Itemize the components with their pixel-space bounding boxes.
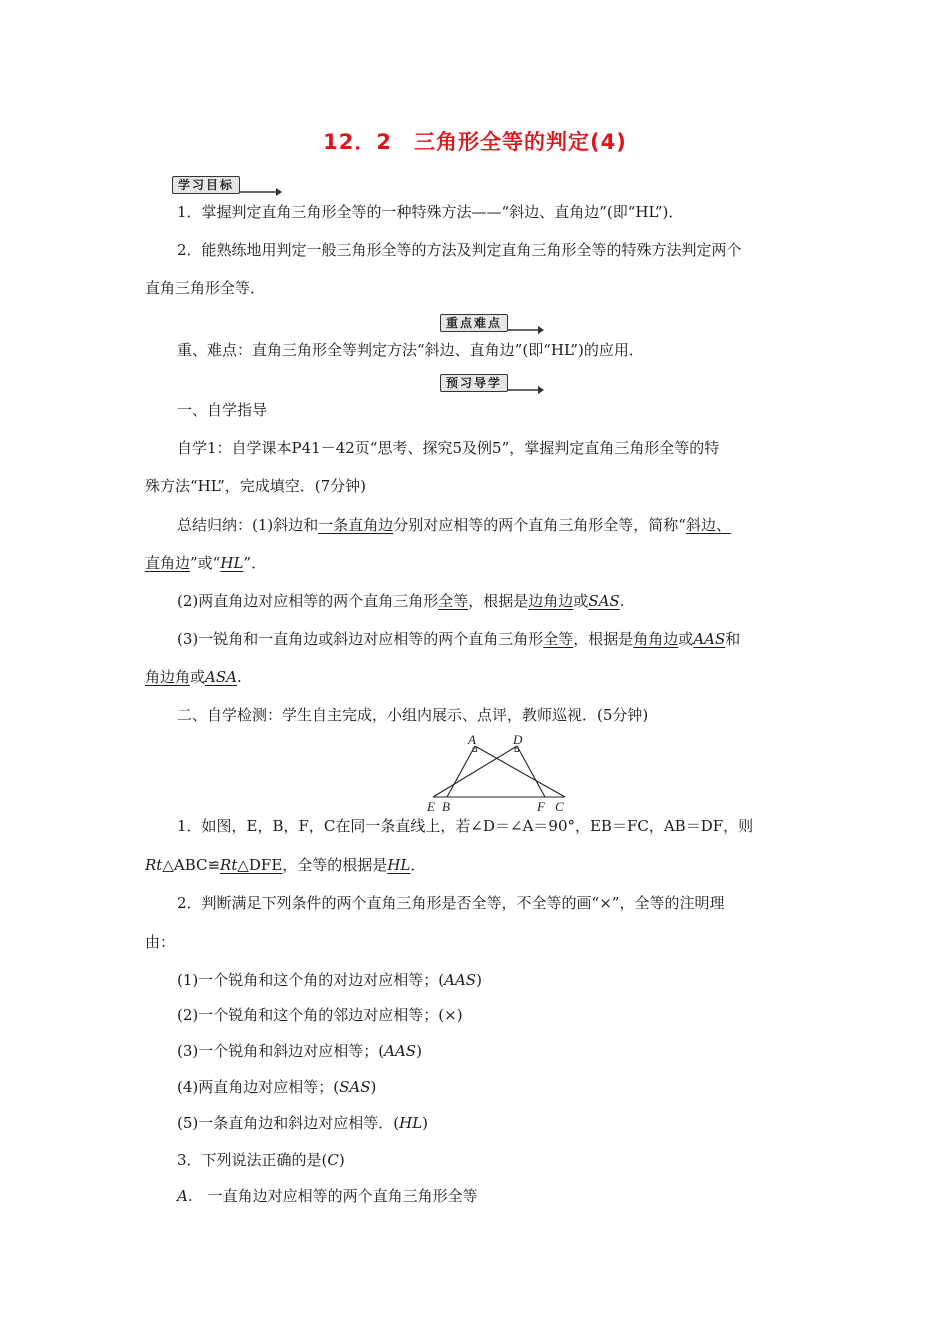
answer-blank: 直角边 [145, 554, 191, 572]
guide-heading: 一、自学指导 [177, 401, 268, 419]
summary-point-3-line1 [177, 629, 740, 649]
answer: AAS [444, 971, 477, 989]
objective-2-line2: 直角三角形全等． [145, 279, 266, 297]
segment-ac [475, 746, 565, 797]
answer-blank: 全等 [438, 592, 469, 610]
objective-2-line1: 2．能熟练地用判定一般三角形全等的方法及判定直角三角形全等的特殊方法判定两个 [177, 241, 742, 259]
section-tag-objectives [172, 176, 282, 196]
text: Rt [220, 856, 238, 874]
text: ，全等的根据是 [282, 856, 388, 874]
text: (1)一个锐角和这个角的对边对应相等；( [177, 971, 445, 989]
answer-blank: SAS [588, 592, 620, 610]
text: ) [476, 971, 482, 989]
text: ) [416, 1042, 422, 1060]
question-2-item [177, 1041, 422, 1061]
text: ”或“ [190, 554, 221, 572]
answer: SAS [339, 1078, 371, 1096]
text: ) [338, 1151, 345, 1169]
segment-ab [447, 746, 475, 797]
text: . [619, 592, 625, 610]
triangle-figure [425, 734, 575, 816]
segment-df [517, 746, 545, 797]
section-tag-preview [440, 374, 546, 394]
text: (4)两直角边对应相等；( [177, 1078, 340, 1096]
text: 或 [190, 668, 206, 686]
answer: × [444, 1006, 457, 1024]
answer-blank: 一条直角边 [318, 516, 394, 534]
point-label-f: F [537, 799, 545, 814]
objective-1: 1．掌握判定直角三角形全等的一种特殊方法——“斜边、直角边”(即“HL”)． [177, 203, 684, 221]
answer: AAS [384, 1042, 417, 1060]
answer-blank: AAS [693, 630, 726, 648]
answer: HL [399, 1114, 423, 1132]
point-label-c: C [555, 799, 564, 814]
check-heading: 二、自学检测：学生自主完成，小组内展示、点评，教师巡视．(5分钟) [177, 706, 649, 724]
text: ，根据是 [573, 630, 634, 648]
text: ，根据是 [468, 592, 529, 610]
question-2-item [177, 1077, 376, 1097]
tag-label: 学习目标 [172, 176, 240, 194]
text: ”． [243, 554, 267, 572]
tag-label: 预习导学 [440, 374, 508, 392]
point-label-a: A [468, 734, 476, 747]
page-title: 12．2 三角形全等的判定(4) [323, 130, 627, 154]
answer-blank: 角边角 [145, 668, 191, 686]
question-2-item [177, 970, 482, 990]
point-label-d: D [513, 734, 523, 747]
question-2-line1: 2．判断满足下列条件的两个直角三角形是否全等，不全等的画“×”，全等的注明理 [177, 894, 725, 912]
answer: C [327, 1151, 339, 1169]
text: Rt [145, 856, 163, 874]
text: 分别对应相等的两个直角三角形全等，简称“ [393, 516, 686, 534]
text: 和 [725, 630, 741, 648]
tag-label: 重点难点 [440, 314, 508, 332]
text: . 一直角边对应相等的两个直角三角形全等 [187, 1187, 478, 1205]
answer-blank [220, 856, 282, 874]
answer-blank: 边角边 [528, 592, 574, 610]
answer-blank: HL [387, 856, 411, 874]
summary-point-3-line2 [145, 667, 242, 687]
question-1-line1: 1．如图，E，B，F，C在同一条直线上，若∠D＝∠A＝90°，EB＝FC，AB＝DF，则 [177, 817, 754, 835]
text: (3)一个锐角和斜边对应相等；( [177, 1042, 385, 1060]
text: 总结归纳：(1)斜边和 [177, 516, 319, 534]
option-letter: A [177, 1187, 188, 1205]
section-tag-key-points [440, 314, 546, 334]
text: 3．下列说法正确的是( [177, 1151, 328, 1169]
text: (2)两直角边对应相等的两个直角三角形 [177, 592, 439, 610]
question-2-line2: 由： [145, 933, 176, 951]
text: △ABC≌ [162, 856, 221, 874]
question-3-option-a [177, 1186, 478, 1206]
text: 或 [678, 630, 694, 648]
answer-blank: HL [220, 554, 244, 572]
key-difficulty: 重、难点：直角三角形全等判定方法“斜边、直角边”(即“HL”)的应用． [177, 341, 644, 359]
text: ) [370, 1078, 377, 1096]
segment-de [433, 746, 517, 797]
question-2-item [177, 1113, 428, 1133]
answer-blank: ASA [205, 668, 237, 686]
summary-line2 [145, 553, 266, 573]
text: ． [410, 856, 426, 874]
self-study-1-line1: 自学1：自学课本P41－42页“思考、探究5及例5”，掌握判定直角三角形全等的特 [177, 439, 720, 457]
answer-blank: 角角边 [633, 630, 679, 648]
point-label-b: B [442, 799, 450, 814]
answer-blank: 全等 [543, 630, 574, 648]
question-1-line2 [145, 855, 425, 875]
text: 或 [573, 592, 589, 610]
text: (2)一个锐角和这个角的邻边对应相等；( [177, 1006, 445, 1024]
answer-blank: 斜边、 [685, 516, 731, 534]
question-2-item [177, 1005, 463, 1025]
text: . [236, 668, 242, 686]
summary-line1 [177, 515, 731, 535]
point-label-e: E [427, 799, 435, 814]
text: ) [422, 1114, 429, 1132]
text: △DFE [237, 856, 283, 874]
text: (3)一锐角和一直角边或斜边对应相等的两个直角三角形 [177, 630, 544, 648]
summary-point-2 [177, 591, 624, 611]
question-3 [177, 1150, 345, 1170]
text: (5)一条直角边和斜边对应相等．( [177, 1114, 400, 1132]
self-study-1-line2: 殊方法“HL”，完成填空．(7分钟) [145, 477, 367, 495]
text: ) [456, 1006, 463, 1024]
